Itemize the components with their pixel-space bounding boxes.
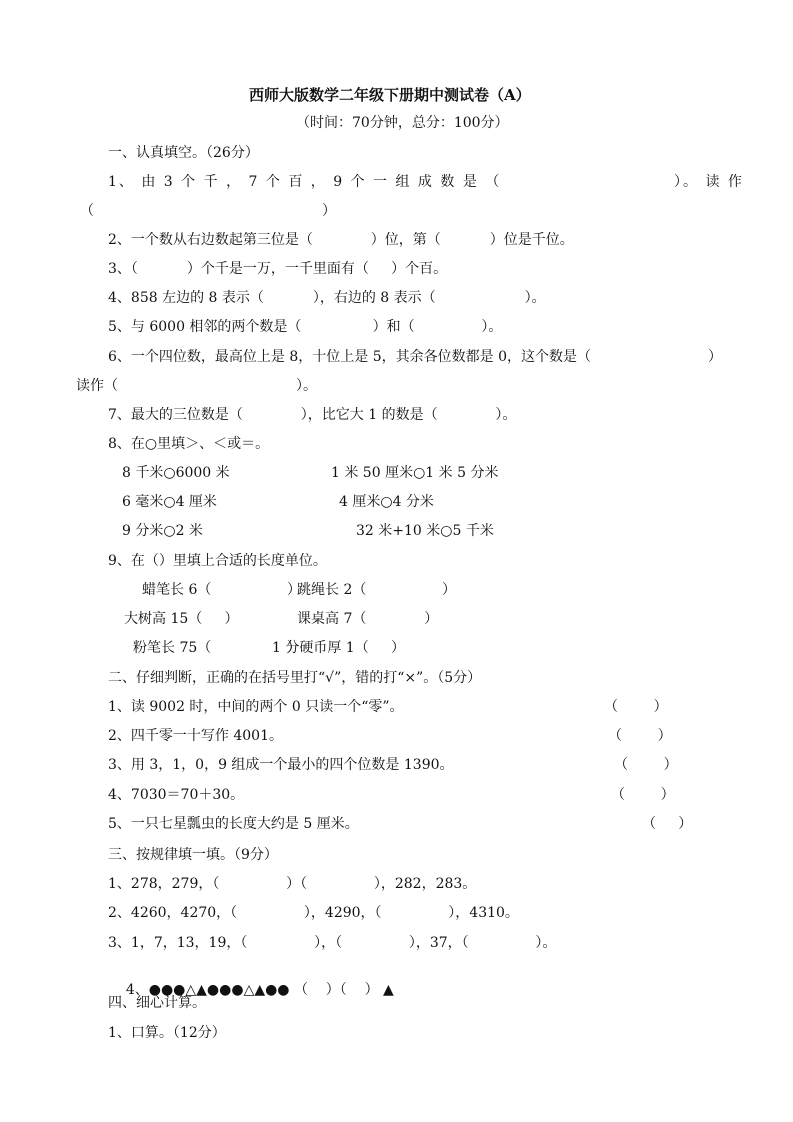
question-2: 2、一个数从右边数起第三位是（ ）位，第（ ）位是千位。 — [108, 232, 574, 248]
question-6-part-c: 读作（ ）。 — [76, 378, 318, 394]
unit-item: 跳绳长 2（ ） — [297, 582, 457, 598]
question-1-part-c: （ — [80, 203, 94, 219]
question-5: 5、与 6000 相邻的两个数是（ ）和（ ）。 — [108, 319, 503, 335]
sequence-item: 2、4260，4270，（ ），4290，（ ），4310。 — [108, 905, 519, 921]
unit-item: 大树高 15（ ） — [124, 611, 239, 627]
section-1-heading: 一、认真填空。（26分） — [108, 145, 259, 161]
unit-item: 课桌高 7（ ） — [297, 611, 439, 627]
unit-item: 1 分硬币厚 1（ ） — [272, 640, 405, 656]
unit-item: 蜡笔长 6（ ） — [142, 582, 302, 598]
judge-item: 3、用 3，1，0，9 组成一个最小的四个位数是 1390。 — [108, 757, 454, 773]
compare-item: 6 毫米○4 厘米 — [122, 494, 217, 510]
section-4-heading: 四、细心计算。 — [108, 995, 206, 1011]
triangle-filled-icon: ▲ — [383, 982, 394, 998]
shape-pattern-label: 4、 — [125, 982, 149, 998]
section-3-heading: 三、按规律填一填。（9分） — [108, 847, 278, 863]
question-7: 7、最大的三位数是（ ），比它大 1 的数是（ ）。 — [108, 407, 517, 423]
question-6-part-a: 6、一个四位数，最高位上是 8，十位上是 5，其余各位数都是 0，这个数是（ — [108, 349, 591, 365]
sequence-item: 3、1，7，13，19，（ ），（ ），37，（ ）。 — [108, 935, 557, 951]
page-subtitle: （时间：70分钟，总分：100分） — [296, 115, 509, 131]
judge-bracket: （ ） — [604, 699, 668, 715]
compare-item: 32 米+10 米○5 千米 — [356, 523, 494, 539]
unit-item: 粉笔长 75（ ） — [133, 640, 301, 656]
judge-item: 4、7030＝70＋30。 — [108, 787, 245, 803]
judge-bracket: （ ） — [608, 728, 672, 744]
question-9: 9、在（）里填上合适的长度单位。 — [108, 553, 327, 569]
question-1-part-a: 1、 由 3 个 千 ， 7 个 百 ， 9 个 一 组 成 数 是 （ — [108, 174, 502, 190]
judge-item: 5、一只七星瓢虫的长度大约是 5 厘米。 — [108, 816, 359, 832]
judge-item: 2、四千零一十写作 4001。 — [108, 728, 283, 744]
shape-sequence: ●●●△▲●●●△▲●● — [148, 982, 290, 998]
judge-item: 1、读 9002 时，中间的两个 0 只读一个“零”。 — [108, 699, 404, 715]
compare-item: 1 米 50 厘米○1 米 5 分米 — [331, 465, 499, 481]
compare-item: 8 千米○6000 米 — [122, 465, 230, 481]
judge-bracket: （ ） — [642, 816, 693, 832]
question-6-part-b: ） — [708, 349, 722, 365]
section-2-heading: 二、仔细判断，正确的在括号里打“√”，错的打“×”。（5分） — [108, 670, 482, 686]
question-1-part-b: ）。 读 作 — [674, 174, 744, 190]
sequence-item: 1、278，279，（ ）（ ），282，283。 — [108, 876, 477, 892]
compare-item: 9 分米○2 米 — [122, 523, 203, 539]
section-4-sub-1: 1、口算。（12分） — [108, 1025, 226, 1041]
judge-bracket: （ ） — [614, 757, 678, 773]
question-8: 8、在○里填＞、＜或＝。 — [108, 436, 270, 452]
compare-item: 4 厘米○4 分米 — [339, 494, 434, 510]
question-1-part-d: ） — [322, 203, 336, 219]
question-4: 4、858 左边的 8 表示（ ），右边的 8 表示（ ）。 — [108, 290, 546, 306]
shape-blanks: （ ）（ ） — [293, 982, 379, 998]
page-title: 西师大版数学二年级下册期中测试卷（A） — [249, 86, 531, 104]
question-3: 3、（ ）个千是一万，一千里面有（ ）个百。 — [108, 261, 448, 277]
judge-bracket: （ ） — [611, 787, 675, 803]
